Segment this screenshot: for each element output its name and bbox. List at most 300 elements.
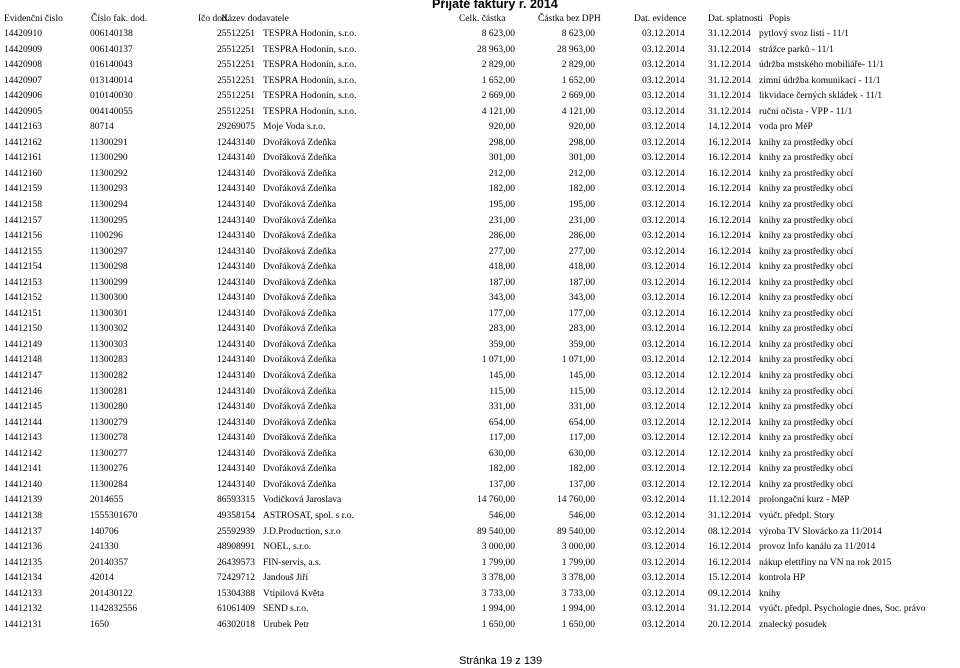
evidencni-cislo-cell: 14412162 (4, 137, 42, 148)
nazev-dodavatele-cell: SEND s.r.o. (263, 604, 309, 615)
table-row (0, 151, 960, 167)
cislo-faktury-cell: 11300303 (90, 339, 128, 350)
table-row (0, 431, 960, 447)
evidencni-cislo-cell: 14420906 (4, 91, 42, 102)
ico-cell: 12443140 (217, 479, 255, 490)
celkova-castka-cell: 654,00 (488, 417, 515, 428)
datum-splatnosti-cell: 08.12.2014 (708, 526, 751, 537)
popis-cell: knihy za prostředky obcí (759, 262, 854, 273)
table-row (0, 571, 960, 587)
nazev-dodavatele-cell: Dvořáková Zdeňka (263, 200, 337, 211)
header-evidencni-cislo: Evidenční číslo (4, 14, 63, 24)
evidencni-cislo-cell: 14412135 (4, 557, 42, 568)
celkova-castka-cell: 418,00 (488, 262, 515, 273)
popis-cell: knihy za prostředky obcí (759, 184, 854, 195)
evidencni-cislo-cell: 14412134 (4, 573, 42, 584)
celkova-castka-cell: 546,00 (488, 510, 515, 521)
castka-bez-dph-cell: 89 540,00 (557, 526, 595, 537)
popis-cell: knihy za prostředky obcí (759, 293, 854, 304)
castka-bez-dph-cell: 1 071,00 (561, 355, 595, 366)
cislo-faktury-cell: 11300302 (90, 324, 128, 335)
datum-splatnosti-cell: 31.12.2014 (708, 106, 751, 117)
nazev-dodavatele-cell: Vtípilová Květa (263, 588, 324, 599)
table-row (0, 27, 960, 43)
popis-cell: výroba TV Slovácko za 11/2014 (759, 526, 882, 537)
nazev-dodavatele-cell: TESPRA Hodonín, s.r.o. (263, 44, 357, 55)
cislo-faktury-cell: 11300293 (90, 184, 128, 195)
datum-evidence-cell: 03.12.2014 (642, 200, 685, 211)
table-row (0, 43, 960, 59)
popis-cell: knihy za prostředky obcí (759, 168, 854, 179)
table-row (0, 447, 960, 463)
datum-splatnosti-cell: 12.12.2014 (708, 479, 751, 490)
castka-bez-dph-cell: 28 963,00 (557, 44, 595, 55)
castka-bez-dph-cell: 331,00 (568, 402, 595, 413)
nazev-dodavatele-cell: TESPRA Hodonín, s.r.o. (263, 60, 357, 71)
nazev-dodavatele-cell: Dvořáková Zdeňka (263, 433, 337, 444)
datum-evidence-cell: 03.12.2014 (642, 277, 685, 288)
table-row (0, 182, 960, 198)
nazev-dodavatele-cell: Jandouš Jiří (263, 573, 309, 584)
datum-splatnosti-cell: 16.12.2014 (708, 246, 751, 257)
nazev-dodavatele-cell: Dvořáková Zdeňka (263, 464, 337, 475)
datum-evidence-cell: 03.12.2014 (642, 231, 685, 242)
castka-bez-dph-cell: 3 378,00 (561, 573, 595, 584)
castka-bez-dph-cell: 301,00 (568, 153, 595, 164)
table-header (0, 12, 960, 26)
castka-bez-dph-cell: 8 623,00 (561, 29, 595, 39)
table-row (0, 307, 960, 323)
header-castka-bez-dph: Částka bez DPH (538, 14, 601, 24)
table-row (0, 120, 960, 136)
nazev-dodavatele-cell: Dvořáková Zdeňka (263, 184, 337, 195)
evidencni-cislo-cell: 14412154 (4, 262, 42, 273)
popis-cell: knihy za prostředky obcí (759, 137, 854, 148)
celkova-castka-cell: 115,00 (489, 386, 515, 397)
datum-evidence-cell: 03.12.2014 (642, 573, 685, 584)
ico-cell: 26439573 (217, 557, 255, 568)
datum-evidence-cell: 03.12.2014 (642, 542, 685, 553)
popis-cell: knihy za prostředky obcí (759, 402, 854, 413)
celkova-castka-cell: 145,00 (488, 371, 515, 382)
castka-bez-dph-cell: 298,00 (568, 137, 595, 148)
castka-bez-dph-cell: 630,00 (568, 448, 595, 459)
nazev-dodavatele-cell: TESPRA Hodonín, s.r.o. (263, 75, 357, 86)
cislo-faktury-cell: 11300298 (90, 262, 128, 273)
celkova-castka-cell: 630,00 (488, 448, 515, 459)
cislo-faktury-cell: 013140014 (90, 75, 133, 86)
table-row (0, 74, 960, 90)
evidencni-cislo-cell: 14412133 (4, 588, 42, 599)
ico-cell: 12443140 (217, 168, 255, 179)
cislo-faktury-cell: 11300297 (90, 246, 128, 257)
popis-cell: prolongační kurz - MěP (759, 495, 850, 506)
datum-evidence-cell: 03.12.2014 (642, 588, 685, 599)
nazev-dodavatele-cell: Dvořáková Zdeňka (263, 262, 337, 273)
ico-cell: 25512251 (217, 75, 255, 86)
castka-bez-dph-cell: 2 829,00 (561, 60, 595, 71)
celkova-castka-cell: 3 378,00 (481, 573, 515, 584)
table-row (0, 89, 960, 105)
datum-splatnosti-cell: 12.12.2014 (708, 433, 751, 444)
nazev-dodavatele-cell: Dvořáková Zdeňka (263, 324, 337, 335)
evidencni-cislo-cell: 14420908 (4, 60, 42, 71)
datum-splatnosti-cell: 16.12.2014 (708, 137, 751, 148)
datum-splatnosti-cell: 14.12.2014 (708, 122, 751, 133)
cislo-faktury-cell: 11300281 (90, 386, 128, 397)
castka-bez-dph-cell: 286,00 (568, 231, 595, 242)
castka-bez-dph-cell: 182,00 (568, 464, 595, 475)
datum-evidence-cell: 03.12.2014 (642, 402, 685, 413)
table-row (0, 229, 960, 245)
cislo-faktury-cell: 140706 (90, 526, 119, 537)
table-row (0, 291, 960, 307)
datum-splatnosti-cell: 16.12.2014 (708, 308, 751, 319)
evidencni-cislo-cell: 14412146 (4, 386, 42, 397)
datum-splatnosti-cell: 20.12.2014 (708, 619, 751, 630)
evidencni-cislo-cell: 14412131 (4, 619, 42, 630)
cislo-faktury-cell: 201430122 (90, 588, 133, 599)
cislo-faktury-cell: 1100296 (90, 231, 123, 242)
evidencni-cislo-cell: 14412149 (4, 339, 42, 350)
datum-splatnosti-cell: 16.12.2014 (708, 200, 751, 211)
celkova-castka-cell: 14 760,00 (477, 495, 515, 506)
celkova-castka-cell: 331,00 (488, 402, 515, 413)
table-row (0, 167, 960, 183)
evidencni-cislo-cell: 14420905 (4, 106, 42, 117)
nazev-dodavatele-cell: TESPRA Hodonín, s.r.o. (263, 106, 357, 117)
cislo-faktury-cell: 80714 (90, 122, 114, 133)
evidencni-cislo-cell: 14412155 (4, 246, 42, 257)
ico-cell: 12443140 (217, 200, 255, 211)
celkova-castka-cell: 3 733,00 (481, 588, 515, 599)
popis-cell: knihy za prostředky obcí (759, 215, 854, 226)
datum-splatnosti-cell: 16.12.2014 (708, 153, 751, 164)
ico-cell: 12443140 (217, 215, 255, 226)
popis-cell: provoz Info kanálu za 11/2014 (759, 542, 876, 553)
evidencni-cislo-cell: 14412156 (4, 231, 42, 242)
datum-evidence-cell: 03.12.2014 (642, 44, 685, 55)
table-row (0, 587, 960, 603)
popis-cell: vyúčt. předpl. Story (759, 510, 835, 521)
celkova-castka-cell: 177,00 (488, 308, 515, 319)
ico-cell: 15304388 (217, 588, 255, 599)
datum-evidence-cell: 03.12.2014 (642, 122, 685, 133)
celkova-castka-cell: 182,00 (488, 184, 515, 195)
datum-splatnosti-cell: 31.12.2014 (708, 510, 751, 521)
castka-bez-dph-cell: 177,00 (568, 308, 595, 319)
table-row (0, 525, 960, 541)
evidencni-cislo-cell: 14420910 (4, 29, 42, 39)
popis-cell: voda pro MěP (759, 122, 813, 133)
castka-bez-dph-cell: 145,00 (568, 371, 595, 382)
ico-cell: 12443140 (217, 293, 255, 304)
ico-cell: 72429712 (217, 573, 255, 584)
celkova-castka-cell: 3 000,00 (481, 542, 515, 553)
table-row (0, 602, 960, 618)
celkova-castka-cell: 212,00 (488, 168, 515, 179)
datum-splatnosti-cell: 11.12.2014 (708, 495, 751, 506)
cislo-faktury-cell: 2014655 (90, 495, 124, 506)
datum-evidence-cell: 03.12.2014 (642, 137, 685, 148)
nazev-dodavatele-cell: Dvořáková Zdeňka (263, 215, 337, 226)
popis-cell: knihy za prostředky obcí (759, 448, 854, 459)
cislo-faktury-cell: 11300291 (90, 137, 128, 148)
datum-splatnosti-cell: 16.12.2014 (708, 293, 751, 304)
celkova-castka-cell: 8 623,00 (481, 29, 515, 39)
datum-splatnosti-cell: 31.12.2014 (708, 44, 751, 55)
evidencni-cislo-cell: 14412136 (4, 542, 42, 553)
castka-bez-dph-cell: 115,00 (569, 386, 595, 397)
datum-splatnosti-cell: 16.12.2014 (708, 262, 751, 273)
evidencni-cislo-cell: 14412152 (4, 293, 42, 304)
ico-cell: 12443140 (217, 386, 255, 397)
ico-cell: 12443140 (217, 231, 255, 242)
table-row (0, 369, 960, 385)
ico-cell: 61061409 (217, 604, 255, 615)
header-cislo-faktury: Číslo fak. dod. (91, 14, 147, 24)
celkova-castka-cell: 1 652,00 (481, 75, 515, 86)
header-datum-splatnosti: Dat. splatnosti (708, 14, 763, 24)
popis-cell: ruční očista - VPP - 11/1 (759, 106, 853, 117)
castka-bez-dph-cell: 1 650,00 (561, 619, 595, 630)
evidencni-cislo-cell: 14412163 (4, 122, 42, 133)
table-row (0, 214, 960, 230)
evidencni-cislo-cell: 14412151 (4, 308, 42, 319)
ico-cell: 25512251 (217, 29, 255, 39)
ico-cell: 25592939 (217, 526, 255, 537)
celkova-castka-cell: 195,00 (488, 200, 515, 211)
datum-splatnosti-cell: 12.12.2014 (708, 402, 751, 413)
evidencni-cislo-cell: 14420909 (4, 44, 42, 55)
datum-evidence-cell: 03.12.2014 (642, 60, 685, 71)
datum-splatnosti-cell: 31.12.2014 (708, 91, 751, 102)
header-celkova-castka: Celk. částka (459, 14, 506, 24)
datum-splatnosti-cell: 12.12.2014 (708, 371, 751, 382)
table-row (0, 338, 960, 354)
popis-cell: knihy (759, 588, 781, 599)
castka-bez-dph-cell: 343,00 (568, 293, 595, 304)
cislo-faktury-cell: 010140030 (90, 91, 133, 102)
nazev-dodavatele-cell: Dvořáková Zdeňka (263, 168, 337, 179)
ico-cell: 86593315 (217, 495, 255, 506)
ico-cell: 29269075 (217, 122, 255, 133)
table-row (0, 198, 960, 214)
popis-cell: knihy za prostředky obcí (759, 417, 854, 428)
datum-evidence-cell: 03.12.2014 (642, 29, 685, 39)
datum-evidence-cell: 03.12.2014 (642, 479, 685, 490)
datum-evidence-cell: 03.12.2014 (642, 526, 685, 537)
ico-cell: 12443140 (217, 371, 255, 382)
table-row (0, 556, 960, 572)
datum-evidence-cell: 03.12.2014 (642, 308, 685, 319)
celkova-castka-cell: 286,00 (488, 231, 515, 242)
ico-cell: 12443140 (217, 137, 255, 148)
castka-bez-dph-cell: 212,00 (568, 168, 595, 179)
nazev-dodavatele-cell: Dvořáková Zdeňka (263, 153, 337, 164)
castka-bez-dph-cell: 418,00 (568, 262, 595, 273)
datum-evidence-cell: 03.12.2014 (642, 339, 685, 350)
datum-evidence-cell: 03.12.2014 (642, 371, 685, 382)
nazev-dodavatele-cell: Dvořáková Zdeňka (263, 137, 337, 148)
header-datum-evidence: Dat. evidence (634, 14, 687, 24)
datum-evidence-cell: 03.12.2014 (642, 557, 685, 568)
datum-splatnosti-cell: 12.12.2014 (708, 417, 751, 428)
datum-evidence-cell: 03.12.2014 (642, 433, 685, 444)
cislo-faktury-cell: 016140043 (90, 60, 133, 71)
table-row (0, 136, 960, 152)
ico-cell: 25512251 (217, 60, 255, 71)
header-ico: Ičo dod. (198, 14, 230, 24)
nazev-dodavatele-cell: Dvořáková Zdeňka (263, 371, 337, 382)
cislo-faktury-cell: 20140357 (90, 557, 128, 568)
cislo-faktury-cell: 11300280 (90, 402, 128, 413)
cislo-faktury-cell: 11300292 (90, 168, 128, 179)
ico-cell: 12443140 (217, 417, 255, 428)
table-row (0, 416, 960, 432)
celkova-castka-cell: 359,00 (488, 339, 515, 350)
celkova-castka-cell: 1 994,00 (481, 604, 515, 615)
datum-evidence-cell: 03.12.2014 (642, 448, 685, 459)
table-row (0, 509, 960, 525)
cislo-faktury-cell: 11300277 (90, 448, 128, 459)
celkova-castka-cell: 277,00 (488, 246, 515, 257)
celkova-castka-cell: 89 540,00 (477, 526, 515, 537)
celkova-castka-cell: 28 963,00 (477, 44, 515, 55)
ico-cell: 12443140 (217, 448, 255, 459)
evidencni-cislo-cell: 14412137 (4, 526, 42, 537)
datum-splatnosti-cell: 16.12.2014 (708, 277, 751, 288)
evidencni-cislo-cell: 14412141 (4, 464, 42, 475)
datum-evidence-cell: 03.12.2014 (642, 619, 685, 630)
nazev-dodavatele-cell: Dvořáková Zdeňka (263, 246, 337, 257)
evidencni-cislo-cell: 14412150 (4, 324, 42, 335)
celkova-castka-cell: 137,00 (488, 479, 515, 490)
ico-cell: 48908991 (217, 542, 255, 553)
cislo-faktury-cell: 11300276 (90, 464, 128, 475)
castka-bez-dph-cell: 1 652,00 (561, 75, 595, 86)
table-row (0, 105, 960, 121)
popis-cell: knihy za prostředky obcí (759, 246, 854, 257)
datum-splatnosti-cell: 12.12.2014 (708, 464, 751, 475)
cislo-faktury-cell: 004140055 (90, 106, 133, 117)
nazev-dodavatele-cell: Dvořáková Zdeňka (263, 479, 337, 490)
datum-splatnosti-cell: 12.12.2014 (708, 386, 751, 397)
popis-cell: knihy za prostředky obcí (759, 308, 854, 319)
cislo-faktury-cell: 11300299 (90, 277, 128, 288)
celkova-castka-cell: 283,00 (488, 324, 515, 335)
popis-cell: pytlový svoz listí - 11/1 (759, 29, 849, 39)
nazev-dodavatele-cell: ASTROSAT, spol. s r.o. (263, 510, 354, 521)
header-popis: Popis (769, 14, 791, 24)
datum-splatnosti-cell: 16.12.2014 (708, 557, 751, 568)
celkova-castka-cell: 1 650,00 (481, 619, 515, 630)
datum-splatnosti-cell: 16.12.2014 (708, 339, 751, 350)
evidencni-cislo-cell: 14412157 (4, 215, 42, 226)
ico-cell: 12443140 (217, 153, 255, 164)
nazev-dodavatele-cell: Dvořáková Zdeňka (263, 277, 337, 288)
datum-evidence-cell: 03.12.2014 (642, 246, 685, 257)
table-row (0, 478, 960, 494)
datum-evidence-cell: 03.12.2014 (642, 417, 685, 428)
nazev-dodavatele-cell: FIN-servis, a.s. (263, 557, 322, 568)
ico-cell: 12443140 (217, 262, 255, 273)
castka-bez-dph-cell: 14 760,00 (557, 495, 595, 506)
castka-bez-dph-cell: 231,00 (568, 215, 595, 226)
ico-cell: 46302018 (217, 619, 255, 630)
popis-cell: strážce parků - 11/1 (759, 44, 834, 55)
datum-splatnosti-cell: 16.12.2014 (708, 168, 751, 179)
castka-bez-dph-cell: 359,00 (568, 339, 595, 350)
table-row (0, 462, 960, 478)
ico-cell: 12443140 (217, 433, 255, 444)
nazev-dodavatele-cell: Dvořáková Zdeňka (263, 386, 337, 397)
celkova-castka-cell: 1 799,00 (481, 557, 515, 568)
celkova-castka-cell: 1 071,00 (481, 355, 515, 366)
datum-splatnosti-cell: 16.12.2014 (708, 231, 751, 242)
datum-splatnosti-cell: 12.12.2014 (708, 355, 751, 366)
popis-cell: údržba mstského mobiliáře- 11/1 (759, 60, 884, 71)
castka-bez-dph-cell: 3 733,00 (561, 588, 595, 599)
evidencni-cislo-cell: 14412142 (4, 448, 42, 459)
cislo-faktury-cell: 11300294 (90, 200, 128, 211)
cislo-faktury-cell: 11300284 (90, 479, 128, 490)
cislo-faktury-cell: 1142832556 (90, 604, 138, 615)
celkova-castka-cell: 231,00 (488, 215, 515, 226)
datum-splatnosti-cell: 16.12.2014 (708, 542, 751, 553)
datum-evidence-cell: 03.12.2014 (642, 495, 685, 506)
evidencni-cislo-cell: 14412153 (4, 277, 42, 288)
popis-cell: nákup elettřiny na VN na rok 2015 (759, 557, 892, 568)
page-number: Stránka 19 z 139 (459, 655, 543, 667)
ico-cell: 25512251 (217, 106, 255, 117)
popis-cell: knihy za prostředky obcí (759, 324, 854, 335)
nazev-dodavatele-cell: TESPRA Hodonín, s.r.o. (263, 29, 357, 39)
celkova-castka-cell: 117,00 (489, 433, 515, 444)
popis-cell: knihy za prostředky obcí (759, 153, 854, 164)
datum-evidence-cell: 03.12.2014 (642, 184, 685, 195)
evidencni-cislo-cell: 14412140 (4, 479, 42, 490)
castka-bez-dph-cell: 277,00 (568, 246, 595, 257)
datum-splatnosti-cell: 15.12.2014 (708, 573, 751, 584)
nazev-dodavatele-cell: Dvořáková Zdeňka (263, 293, 337, 304)
evidencni-cislo-cell: 14412145 (4, 402, 42, 413)
invoice-table-body (0, 27, 960, 633)
nazev-dodavatele-cell: Moje Voda s.r.o. (263, 122, 326, 133)
popis-cell: vyúčt. předpl. Psychologie dnes, Soc. právo (759, 604, 926, 615)
table-row (0, 400, 960, 416)
nazev-dodavatele-cell: Dvořáková Zdeňka (263, 339, 337, 350)
celkova-castka-cell: 301,00 (488, 153, 515, 164)
nazev-dodavatele-cell: Dvořáková Zdeňka (263, 417, 337, 428)
ico-cell: 12443140 (217, 355, 255, 366)
datum-evidence-cell: 03.12.2014 (642, 293, 685, 304)
header-nazev-dodavatele: Název dodavatele (221, 14, 289, 24)
ico-cell: 25512251 (217, 44, 255, 55)
castka-bez-dph-cell: 3 000,00 (561, 542, 595, 553)
datum-evidence-cell: 03.12.2014 (642, 91, 685, 102)
ico-cell: 25512251 (217, 91, 255, 102)
datum-evidence-cell: 03.12.2014 (642, 153, 685, 164)
popis-cell: knihy za prostředky obcí (759, 277, 854, 288)
celkova-castka-cell: 2 829,00 (481, 60, 515, 71)
nazev-dodavatele-cell: Vodičková Jaroslava (263, 495, 342, 506)
castka-bez-dph-cell: 1 799,00 (561, 557, 595, 568)
cislo-faktury-cell: 006140138 (90, 29, 133, 39)
evidencni-cislo-cell: 14412158 (4, 200, 42, 211)
nazev-dodavatele-cell: Dvořáková Zdeňka (263, 355, 337, 366)
nazev-dodavatele-cell: Urubek Petr (263, 619, 310, 630)
